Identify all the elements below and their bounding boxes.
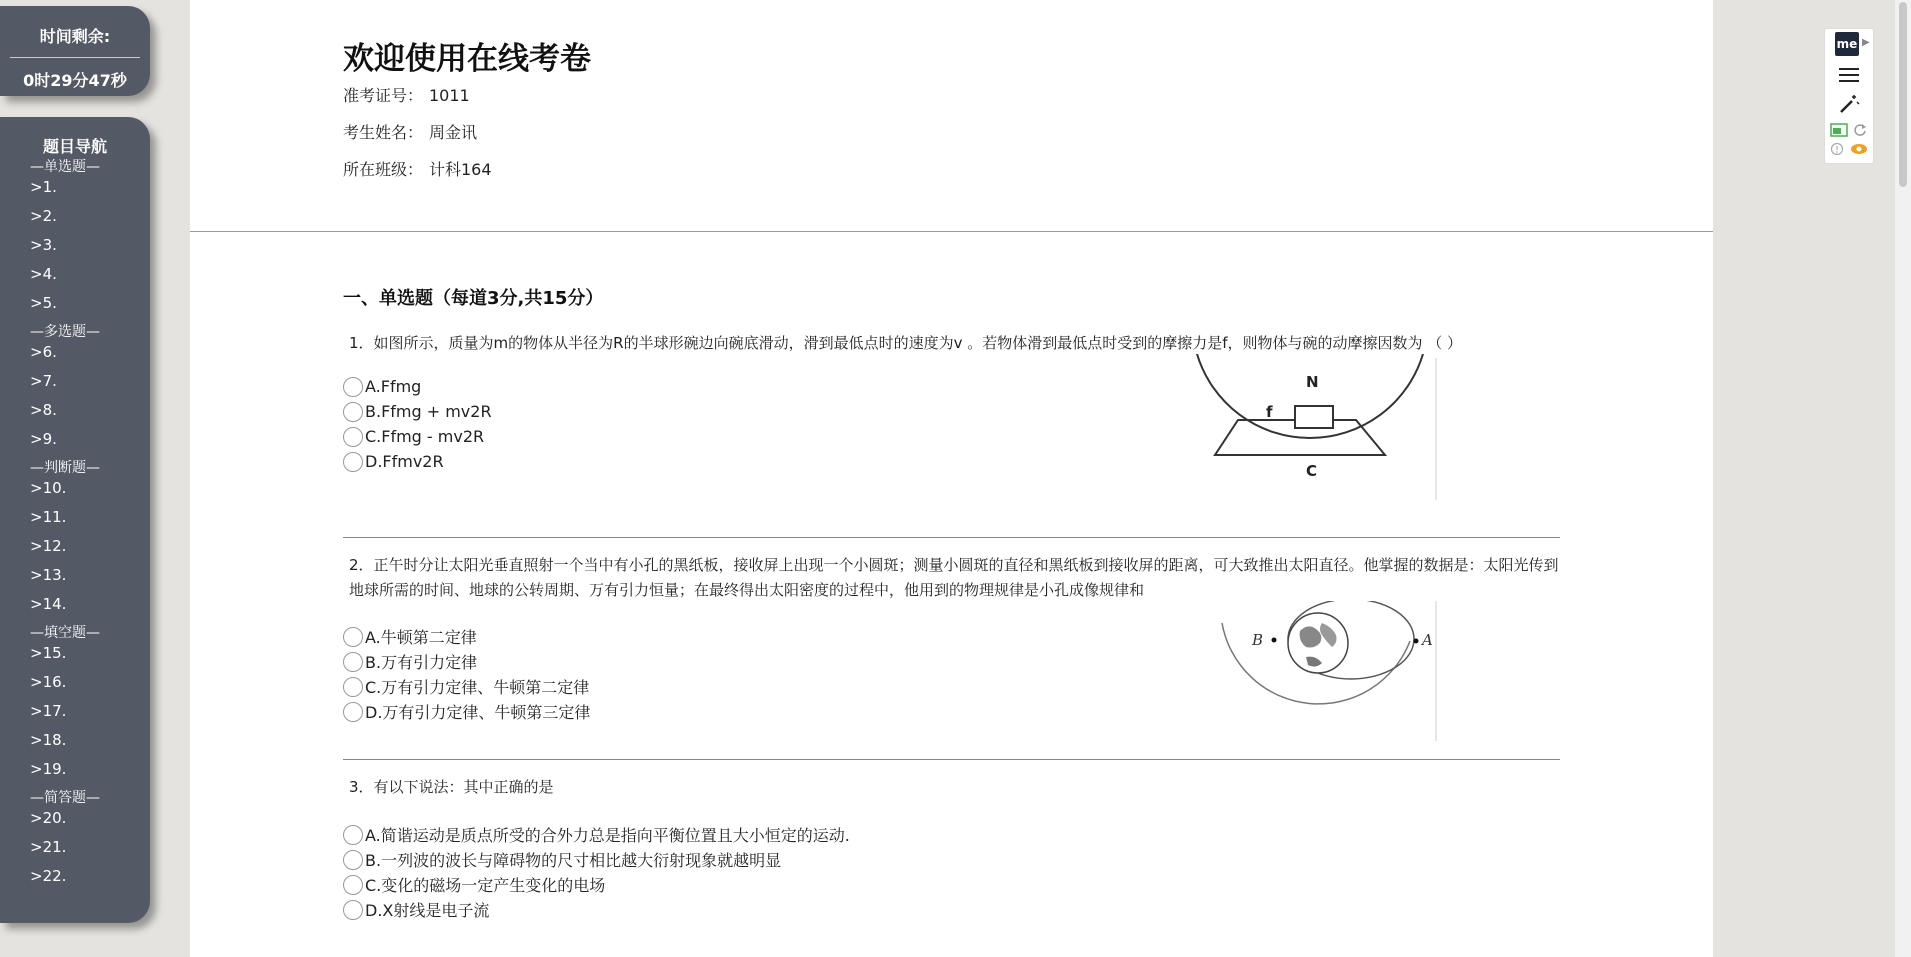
nav-item[interactable]: >14.	[30, 595, 67, 613]
figure-label-b: B	[1252, 631, 1264, 649]
figure-label-n: N	[1306, 373, 1319, 391]
nav-item[interactable]: >15.	[30, 644, 67, 662]
option-b[interactable]	[343, 847, 1560, 872]
nav-item[interactable]: >13.	[30, 566, 67, 584]
nav-item[interactable]: >21.	[30, 838, 67, 856]
option-label: A.Ffmg	[365, 377, 422, 396]
refresh-icon[interactable]	[1853, 123, 1867, 137]
question-text: 1．如图所示，质量为m的物体从半径为R的半球形碗边向碗底滑动，滑到最低点时的速度为v 。若物体滑到最低点时受到的摩擦力是f，则物体与碗的动摩擦因数为 （ ）	[349, 334, 1463, 352]
figure-label-f: f	[1266, 403, 1273, 421]
nav-item[interactable]: >6.	[30, 343, 57, 361]
nav-item[interactable]: >5.	[30, 294, 57, 312]
timer-divider	[10, 57, 140, 58]
radio-button[interactable]	[343, 875, 363, 895]
radio-button[interactable]	[343, 627, 363, 647]
radio-button[interactable]	[343, 402, 363, 422]
exam-paper	[190, 0, 1713, 957]
info-exam-number	[343, 86, 1713, 123]
section-title: 一、单选题（每道3分,共15分）	[343, 288, 604, 309]
timer-value: 0时29分47秒	[23, 71, 127, 90]
eye-icon[interactable]	[1850, 143, 1868, 155]
menu-icon[interactable]	[1839, 68, 1859, 86]
question-3	[343, 775, 1560, 922]
nav-item[interactable]: >3.	[30, 236, 57, 254]
option-label: C.万有引力定律、牛顿第二定律	[365, 678, 590, 697]
figure-label-c: C	[1306, 462, 1318, 480]
nav-item[interactable]: >9.	[30, 430, 57, 448]
question-text: 2．正午时分让太阳光垂直照射一个当中有小孔的黑纸板，接收屏上出现一个小圆斑；测量小圆斑的直径和黑纸板到接收屏的距离，可大致推出太阳直径。他掌握的数据是：太阳光传到地球所需的时间、地球的公转周期、万有引力恒量；在最终得出太阳密度的过程中，他用到的物理规律是小孔成像规律和	[349, 556, 1559, 599]
expand-arrow-icon[interactable]: ▶	[1862, 37, 1870, 48]
question-navigation	[0, 117, 150, 923]
radio-button[interactable]	[343, 377, 363, 397]
nav-item[interactable]: >2.	[30, 207, 57, 225]
option-c[interactable]	[343, 872, 1560, 897]
option-label: B.一列波的波长与障碍物的尺寸相比越大衍射现象就越明显	[365, 851, 782, 870]
timer-title: 时间剩余:	[39, 27, 111, 46]
option-label: D.Ffmv2R	[365, 452, 444, 471]
nav-item[interactable]: >12.	[30, 537, 67, 555]
option-d[interactable]	[343, 897, 1560, 922]
exam-header	[190, 0, 1713, 197]
radio-button[interactable]	[343, 452, 363, 472]
scrollbar-thumb[interactable]	[1899, 2, 1907, 187]
option-a[interactable]	[343, 822, 1560, 847]
nav-list	[30, 157, 150, 886]
option-label: D.X射线是电子流	[365, 901, 490, 920]
info-label: 准考证号：	[343, 86, 424, 105]
option-label: C.变化的磁场一定产生变化的电场	[365, 876, 606, 895]
info-class	[343, 160, 1713, 197]
nav-section-label: —多选题—	[30, 324, 100, 340]
question-divider	[343, 537, 1560, 538]
figure-label-a: A	[1422, 631, 1433, 649]
radio-button[interactable]	[343, 850, 363, 870]
nav-item[interactable]: >20.	[30, 809, 67, 827]
info-label: 所在班级：	[343, 160, 424, 179]
nav-item[interactable]: >7.	[30, 372, 57, 390]
cast-icon[interactable]	[1830, 123, 1848, 137]
nav-item[interactable]: >22.	[30, 867, 67, 885]
nav-item[interactable]: >19.	[30, 760, 67, 778]
timer-panel	[0, 6, 150, 96]
nav-section-label: —填空题—	[30, 625, 100, 641]
radio-button[interactable]	[343, 702, 363, 722]
page-title: 欢迎使用在线考卷	[343, 41, 591, 77]
nav-item[interactable]: >11.	[30, 508, 67, 526]
info-student-name	[343, 123, 1713, 160]
nav-title: 题目导航	[42, 137, 107, 156]
nav-section-label: —单选题—	[30, 159, 100, 175]
info-icon[interactable]	[1830, 142, 1844, 156]
question-divider	[343, 759, 1560, 760]
radio-button[interactable]	[343, 825, 363, 845]
option-label: C.Ffmg - mv2R	[365, 427, 485, 446]
option-label: D.万有引力定律、牛顿第三定律	[365, 703, 591, 722]
option-label: A.牛顿第二定律	[365, 628, 477, 647]
option-label: A.简谐运动是质点所受的合外力总是指向平衡位置且大小恒定的运动.	[365, 826, 850, 845]
me-icon[interactable]: me	[1835, 32, 1859, 56]
radio-button[interactable]	[343, 652, 363, 672]
magic-wand-icon[interactable]	[1838, 93, 1860, 115]
info-value: 周金讯	[429, 123, 478, 142]
info-value: 1011	[429, 86, 470, 105]
nav-item[interactable]: >18.	[30, 731, 67, 749]
radio-button[interactable]	[343, 900, 363, 920]
info-value: 计科164	[429, 160, 492, 179]
bowl-figure	[1190, 354, 1442, 500]
nav-item[interactable]: >1.	[30, 178, 57, 196]
nav-section-label: —简答题—	[30, 790, 100, 806]
nav-item[interactable]: >10.	[30, 479, 67, 497]
nav-item[interactable]: >8.	[30, 401, 57, 419]
orbit-figure	[1220, 601, 1442, 741]
option-list	[343, 822, 1560, 922]
nav-item[interactable]: >17.	[30, 702, 67, 720]
info-label: 考生姓名：	[343, 123, 424, 142]
nav-section-label: —判断题—	[30, 460, 100, 476]
nav-item[interactable]: >16.	[30, 673, 67, 691]
radio-button[interactable]	[343, 677, 363, 697]
radio-button[interactable]	[343, 427, 363, 447]
nav-item[interactable]: >4.	[30, 265, 57, 283]
option-label: B.Ffmg + mv2R	[365, 402, 492, 421]
extension-toolbar	[1824, 28, 1874, 164]
question-text: 3．有以下说法：其中正确的是	[349, 778, 554, 796]
option-label: B.万有引力定律	[365, 653, 478, 672]
header-divider	[190, 231, 1713, 232]
